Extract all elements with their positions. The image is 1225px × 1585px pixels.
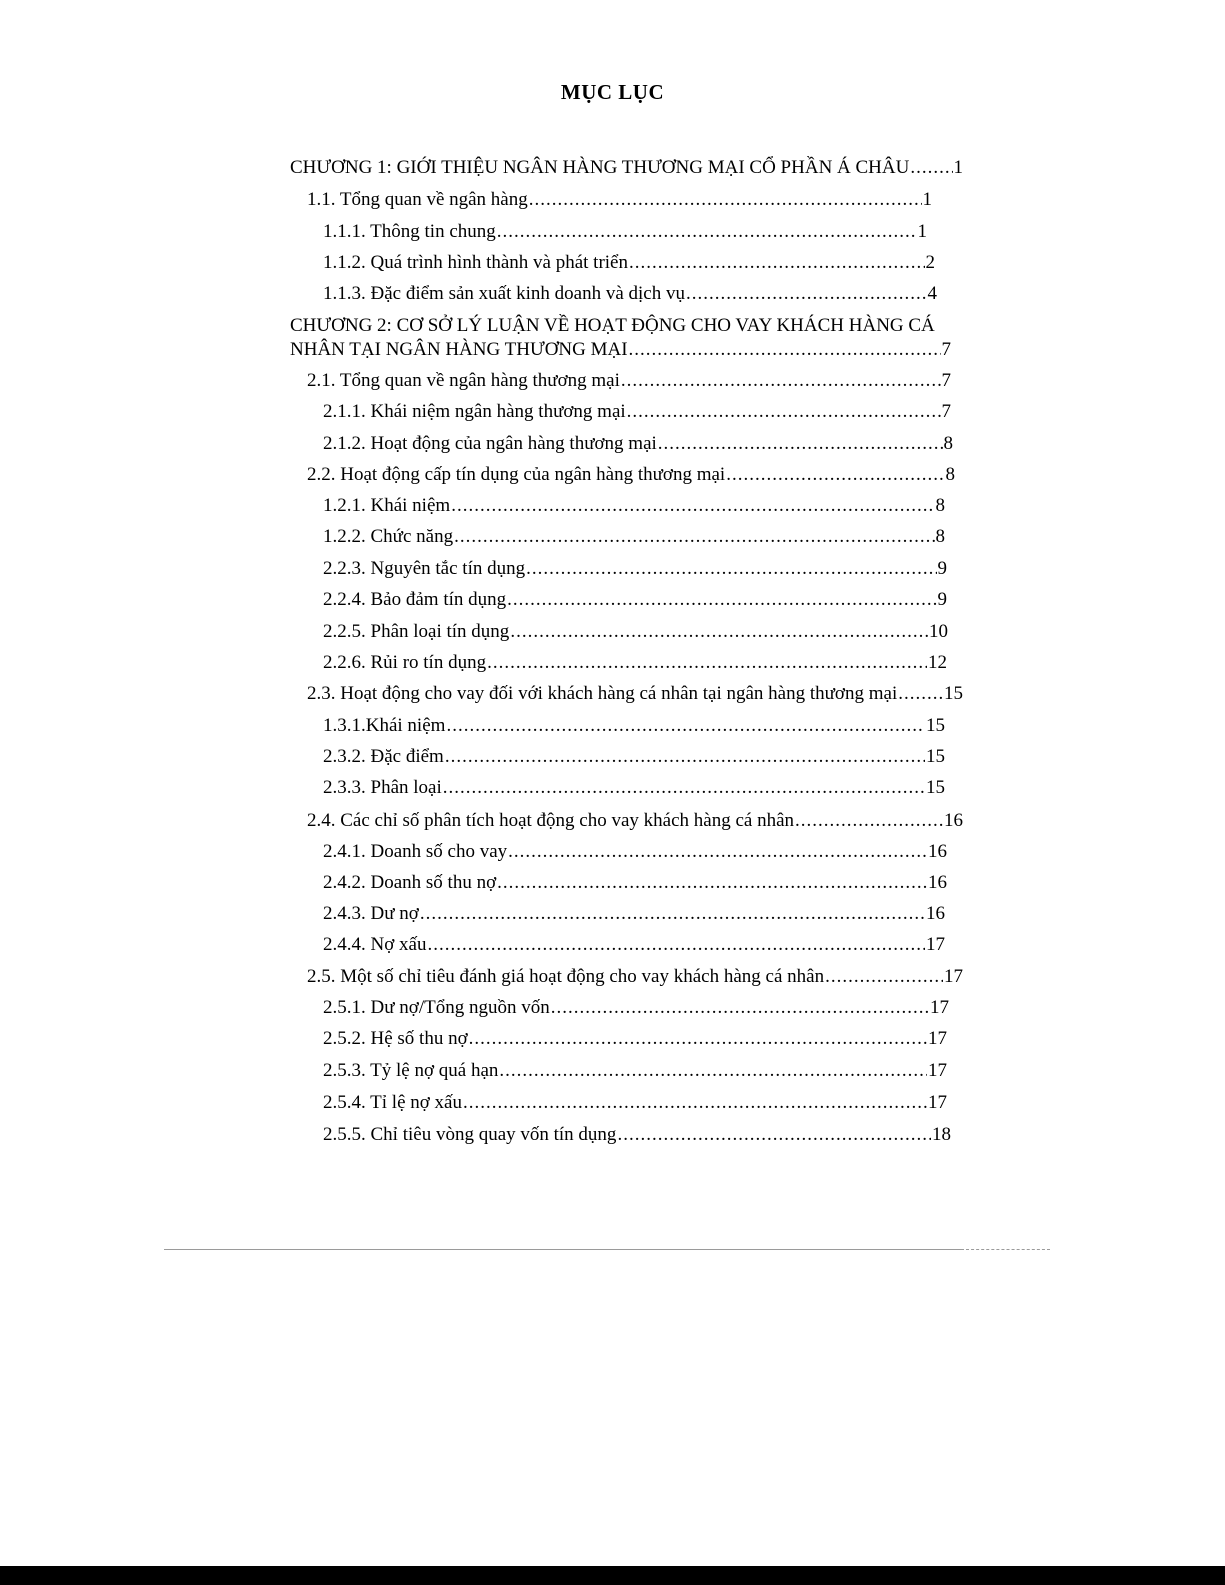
toc-dot-leader — [825, 963, 943, 991]
toc-entry[interactable] — [323, 931, 945, 959]
toc-entry-label: 2.1.1. Khái niệm ngân hàng thương mại — [323, 401, 626, 422]
page-title: MỤC LỤC — [560, 80, 665, 104]
toc-entry-label: 2.3. Hoạt động cho vay đối với khách hàng cá nhân tại ngân hàng thương mại — [307, 683, 898, 704]
toc-entry-page-number: 10 — [929, 621, 948, 642]
toc-entry[interactable] — [323, 838, 947, 866]
toc-entry[interactable] — [323, 774, 945, 802]
toc-dot-leader — [898, 680, 943, 708]
toc-entry-label: 2.1.2. Hoạt động của ngân hàng thương mại — [323, 433, 657, 454]
toc-entry-page-number: 1 — [922, 189, 932, 210]
toc-dot-leader — [443, 774, 925, 802]
toc-entry[interactable] — [323, 555, 947, 583]
toc-entry-label: 2.3.3. Phân loại — [323, 777, 442, 798]
toc-entry-label: 2.4.1. Doanh số cho vay — [323, 841, 508, 862]
toc-entry-page-number: 12 — [928, 652, 947, 673]
toc-entry-label: 2.1. Tổng quan về ngân hàng thương mại — [307, 370, 620, 391]
toc-entry-label: 2.3.2. Đặc điểm — [323, 746, 444, 767]
toc-dot-leader — [526, 555, 936, 583]
toc-dot-leader — [726, 461, 944, 489]
toc-entry-page-number: 1 — [917, 221, 927, 242]
toc-entry[interactable] — [323, 586, 947, 614]
toc-chapter-2-line-1: CHƯƠNG 2: CƠ SỞ LÝ LUẬN VỀ HOẠT ĐỘNG CHO VAY KHÁCH HÀNG CÁ — [290, 315, 935, 336]
toc-dot-leader — [629, 249, 925, 277]
toc-dot-leader — [621, 367, 941, 395]
toc-entry-page-number: 16 — [928, 872, 947, 893]
toc-entry-page-number: 17 — [928, 1092, 947, 1113]
toc-entry-label: 2.5.2. Hệ số thu nợ — [323, 1028, 468, 1049]
toc-entry-page-number: 8 — [935, 495, 945, 516]
toc-dot-leader — [451, 492, 934, 520]
toc-entry-page-number: 4 — [927, 283, 937, 304]
toc-entry-page-number: 1 — [953, 157, 963, 178]
toc-entry[interactable] — [290, 336, 951, 364]
toc-entry-label: 2.4.4. Nợ xấu — [323, 934, 427, 955]
toc-dot-leader — [658, 430, 943, 458]
toc-entry-page-number: 18 — [932, 1124, 951, 1145]
toc-entry-page-number: 15 — [926, 746, 945, 767]
toc-dot-leader — [617, 1121, 931, 1149]
toc-entry-page-number: 9 — [937, 558, 947, 579]
toc-entry[interactable] — [323, 280, 937, 308]
bottom-edge-bar — [0, 1566, 1225, 1585]
toc-entry-label: 2.4.3. Dư nợ — [323, 903, 419, 924]
toc-entry[interactable] — [323, 900, 945, 928]
toc-entry-label: 1.1.3. Đặc điểm sản xuất kinh doanh và dịch vụ — [323, 283, 685, 304]
footer-divider — [164, 1249, 964, 1250]
toc-entry[interactable] — [323, 649, 947, 677]
toc-entry[interactable] — [323, 869, 947, 897]
toc-dot-leader — [627, 398, 941, 426]
toc-entry[interactable] — [323, 1089, 947, 1117]
toc-entry[interactable] — [323, 994, 949, 1022]
toc-entry-page-number: 7 — [941, 401, 951, 422]
toc-entry-label: CHƯƠNG 1: GIỚI THIỆU NGÂN HÀNG THƯƠNG MẠI CỔ PHẦN Á CHÂU — [290, 157, 910, 178]
toc-entry[interactable] — [323, 1121, 951, 1149]
toc-dot-leader — [469, 1025, 927, 1053]
toc-entry-label: 1.1. Tổng quan về ngân hàng — [307, 189, 528, 210]
toc-entry-page-number: 15 — [926, 715, 945, 736]
toc-entry-label: 2.4.2. Doanh số thu nợ — [323, 872, 497, 893]
toc-dot-leader — [529, 186, 922, 214]
toc-entry-label: 2.5. Một số chỉ tiêu đánh giá hoạt động cho vay khách hàng cá nhân — [307, 966, 825, 987]
toc-entry[interactable] — [307, 461, 955, 489]
toc-dot-leader — [629, 336, 941, 364]
toc-entry[interactable] — [323, 712, 945, 740]
toc-entry[interactable] — [307, 807, 963, 835]
toc-entry[interactable] — [307, 680, 963, 708]
toc-entry[interactable] — [307, 367, 951, 395]
toc-entry[interactable] — [323, 1057, 947, 1085]
toc-dot-leader — [446, 712, 925, 740]
footer-divider-dashed — [966, 1249, 1050, 1250]
toc-entry[interactable] — [307, 963, 963, 991]
toc-entry-page-number: 17 — [928, 1060, 947, 1081]
toc-entry[interactable] — [307, 186, 932, 214]
toc-entry-page-number: 8 — [935, 526, 945, 547]
toc-entry[interactable] — [323, 218, 927, 246]
toc-dot-leader — [508, 838, 927, 866]
toc-dot-leader — [463, 1089, 927, 1117]
toc-entry-page-number: 7 — [941, 370, 951, 391]
toc-dot-leader — [445, 743, 925, 771]
toc-entry[interactable] — [323, 1025, 947, 1053]
toc-dot-leader — [499, 1057, 927, 1085]
toc-entry-page-number: 2 — [925, 252, 935, 273]
toc-entry-label: 2.2.5. Phân loại tín dụng — [323, 621, 510, 642]
toc-entry-page-number: 17 — [930, 997, 949, 1018]
toc-dot-leader — [497, 869, 927, 897]
toc-dot-leader — [551, 994, 929, 1022]
toc-entry-page-number: 17 — [944, 966, 963, 987]
toc-entry-label: 2.4. Các chỉ số phân tích hoạt động cho vay khách hàng cá nhân — [307, 810, 794, 831]
toc-entry[interactable] — [323, 398, 951, 426]
toc-dot-leader — [420, 900, 925, 928]
toc-dot-leader — [510, 618, 928, 646]
toc-dot-leader — [795, 807, 943, 835]
toc-entry-page-number: 9 — [937, 589, 947, 610]
toc-entry[interactable] — [323, 430, 953, 458]
toc-entry-label: 2.2.4. Bảo đảm tín dụng — [323, 589, 507, 610]
toc-entry-label: 2.5.1. Dư nợ/Tổng nguồn vốn — [323, 997, 550, 1018]
toc-entry-label: 1.3.1.Khái niệm — [323, 715, 446, 736]
toc-entry-page-number: 16 — [928, 841, 947, 862]
toc-dot-leader — [686, 280, 927, 308]
toc-entry-label: 2.5.3. Tỷ lệ nợ quá hạn — [323, 1060, 499, 1081]
toc-entry-page-number: 16 — [944, 810, 963, 831]
toc-entry[interactable] — [323, 523, 945, 551]
toc-entry-page-number: 17 — [926, 934, 945, 955]
toc-entry-label: 2.5.4. Tỉ lệ nợ xấu — [323, 1092, 462, 1113]
toc-entry-label: 2.2. Hoạt động cấp tín dụng của ngân hàng thương mại — [307, 464, 726, 485]
toc-dot-leader — [487, 649, 927, 677]
toc-entry-page-number: 16 — [926, 903, 945, 924]
toc-entry[interactable] — [290, 154, 963, 182]
toc-entry-page-number: 15 — [926, 777, 945, 798]
toc-entry-label: NHÂN TẠI NGÂN HÀNG THƯƠNG MẠI — [290, 339, 628, 360]
toc-entry[interactable] — [323, 743, 945, 771]
toc-entry-label: 1.2.1. Khái niệm — [323, 495, 451, 516]
toc-entry-page-number: 8 — [943, 433, 953, 454]
toc-entry-page-number: 15 — [944, 683, 963, 704]
toc-entry-label: 1.2.2. Chức năng — [323, 526, 454, 547]
toc-dot-leader — [910, 154, 952, 182]
toc-dot-leader — [507, 586, 936, 614]
toc-entry[interactable] — [323, 618, 948, 646]
toc-entry-label: 2.2.3. Nguyên tắc tín dụng — [323, 558, 526, 579]
toc-entry-label: 2.5.5. Chỉ tiêu vòng quay vốn tín dụng — [323, 1124, 617, 1145]
toc-entry-label: 2.2.6. Rủi ro tín dụng — [323, 652, 487, 673]
toc-entry[interactable] — [323, 492, 945, 520]
toc-entry-label: 1.1.1. Thông tin chung — [323, 221, 496, 242]
toc-entry-page-number: 17 — [928, 1028, 947, 1049]
toc-entry-page-number: 7 — [941, 339, 951, 360]
toc-dot-leader — [454, 523, 934, 551]
toc-entry-page-number: 8 — [945, 464, 955, 485]
toc-dot-leader — [497, 218, 917, 246]
toc-entry[interactable] — [323, 249, 935, 277]
toc-dot-leader — [427, 931, 925, 959]
toc-entry-label: 1.1.2. Quá trình hình thành và phát triển — [323, 252, 628, 273]
